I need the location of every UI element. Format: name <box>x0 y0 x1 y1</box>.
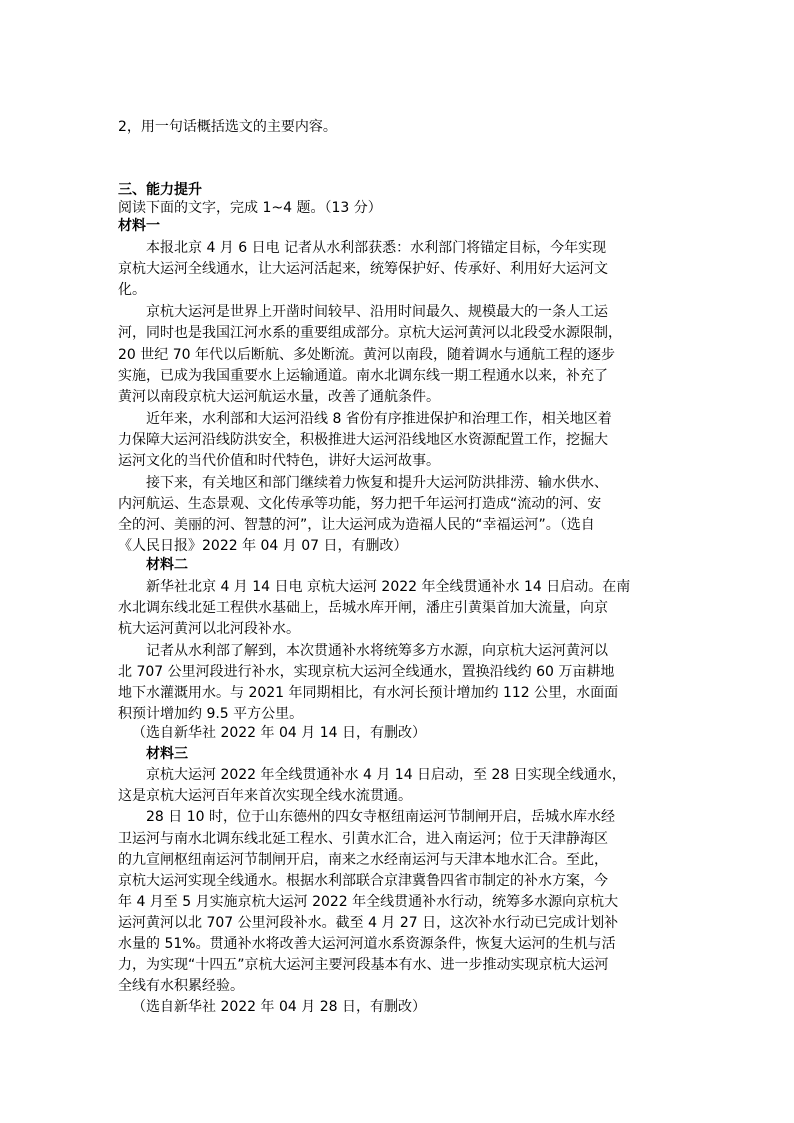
material-3-p2-line: 运河黄河以北 707 公里河段补水。截至 4 月 27 日，这次补水行动已完成计划补 <box>118 915 619 931</box>
material-2-p1-line: 新华社北京 4 月 14 日电 京杭大运河 2022 年全线贯通补水 14 日启动。在南 <box>146 579 631 595</box>
material-1-p2-line: 京杭大运河是世界上开凿时间较早、沿用时间最久、规模最大的一条人工运 <box>146 304 608 320</box>
material-1-p2-line: 20 世纪 70 年代以后断航、多处断流。黄河以南段，随着调水与通航工程的逐步 <box>118 347 615 363</box>
material-2-p2-line: 积预计增加约 9.5 平方公里。 <box>118 706 304 722</box>
instruction: 阅读下面的文字，完成 1~4 题。（13 分） <box>118 200 382 216</box>
material-2-p2-line: 北 707 公里河段进行补水，实现京杭大运河全线通水，置换沿线约 60 万亩耕地 <box>118 664 615 680</box>
material-1-p1-line: 京杭大运河全线通水，让大运河活起来，统筹保护好、传承好、利用好大运河文 <box>118 261 608 277</box>
section-title: 三、能力提升 <box>118 182 202 198</box>
material-1-p2-line: 实施，已成为我国重要水上运输通道。南水北调东线一期工程通水以来，补充了 <box>118 368 608 384</box>
material-3-p1-line: 京杭大运河 2022 年全线贯通补水 4 月 14 日启动，至 28 日实现全线通水， <box>146 767 626 783</box>
material-1-heading: 材料一 <box>118 218 160 234</box>
material-1-p2-line: 黄河以南段京杭大运河航运水量，改善了通航条件。 <box>118 389 440 405</box>
material-3-heading: 材料三 <box>146 746 188 762</box>
material-3-p2-line: 年 4 月至 5 月实施京杭大运河 2022 年全线贯通补水行动，统筹多水源向京杭大 <box>118 894 619 910</box>
material-2-p1-line: 水北调东线北延工程供水基础上，岳城水库开闸，潘庄引黄渠首加大流量，向京 <box>118 600 608 616</box>
material-1-p1-line: 本报北京 4 月 6 日电 记者从水利部获悉：水利部门将锚定目标，今年实现 <box>146 240 607 256</box>
material-3-p2-line: 28 日 10 时，位于山东德州的四女寺枢纽南运河节制闸开启，岳城水库水经 <box>146 809 615 825</box>
material-2-p1-line: 杭大运河黄河以北河段补水。 <box>118 621 300 637</box>
material-1-p4-line: 《人民日报》2022 年 04 月 07 日，有删改） <box>118 538 408 554</box>
material-1-p3-line: 运河文化的当代价值和时代特色，讲好大运河故事。 <box>118 453 440 469</box>
question-2: 2，用一句话概括选文的主要内容。 <box>118 119 337 135</box>
material-3-p2-line: 的九宣闸枢纽南运河节制闸开启，南来之水经南运河与天津本地水汇合。至此， <box>118 852 608 868</box>
material-3-p2-line: 卫运河与南水北调东线北延工程水、引黄水汇合，进入南运河；位于天津静海区 <box>118 831 608 847</box>
material-3-p2-line: 水量的 51%。贯通补水将改善大运河河道水系资源条件，恢复大运河的生机与活 <box>118 936 616 952</box>
material-1-p1-line: 化。 <box>118 282 146 298</box>
material-2-heading: 材料二 <box>146 557 188 573</box>
material-1-p3-line: 近年来，水利部和大运河沿线 8 省份有序推进保护和治理工作，相关地区着 <box>146 411 612 427</box>
material-2-source: （选自新华社 2022 年 04 月 14 日，有删改） <box>132 725 426 741</box>
material-2-p2-line: 记者从水利部了解到，本次贯通补水将统筹多方水源，向京杭大运河黄河以 <box>146 643 608 659</box>
material-1-p4-line: 内河航运、生态景观、文化传承等功能，努力把千年运河打造成“流动的河、安 <box>118 496 602 512</box>
material-1-p4-line: 全的河、美丽的河、智慧的河”，让大运河成为造福人民的“幸福运河”。（选自 <box>118 517 595 533</box>
material-3-p2-line: 京杭大运河实现全线通水。根据水利部联合京津冀鲁四省市制定的补水方案，今 <box>118 873 608 889</box>
material-3-source: （选自新华社 2022 年 04 月 28 日，有删改） <box>132 999 426 1015</box>
material-3-p1-line: 这是京杭大运河百年来首次实现全线水流贯通。 <box>118 788 412 804</box>
material-2-p2-line: 地下水灌溉用水。与 2021 年同期相比，有水河长预计增加约 112 公里，水面面 <box>118 685 619 701</box>
material-3-p2-line: 力，为实现“十四五”京杭大运河主要河段基本有水、进一步推动实现京杭大运河 <box>118 957 609 973</box>
material-1-p2-line: 河，同时也是我国江河水系的重要组成部分。京杭大运河黄河以北段受水源限制， <box>118 325 622 341</box>
material-1-p3-line: 力保障大运河沿线防洪安全，积极推进大运河沿线地区水资源配置工作，挖掘大 <box>118 432 608 448</box>
material-1-p4-line: 接下来，有关地区和部门继续着力恢复和提升大运河防洪排涝、输水供水、 <box>146 475 608 491</box>
material-3-p2-line: 全线有水积累经验。 <box>118 978 244 994</box>
